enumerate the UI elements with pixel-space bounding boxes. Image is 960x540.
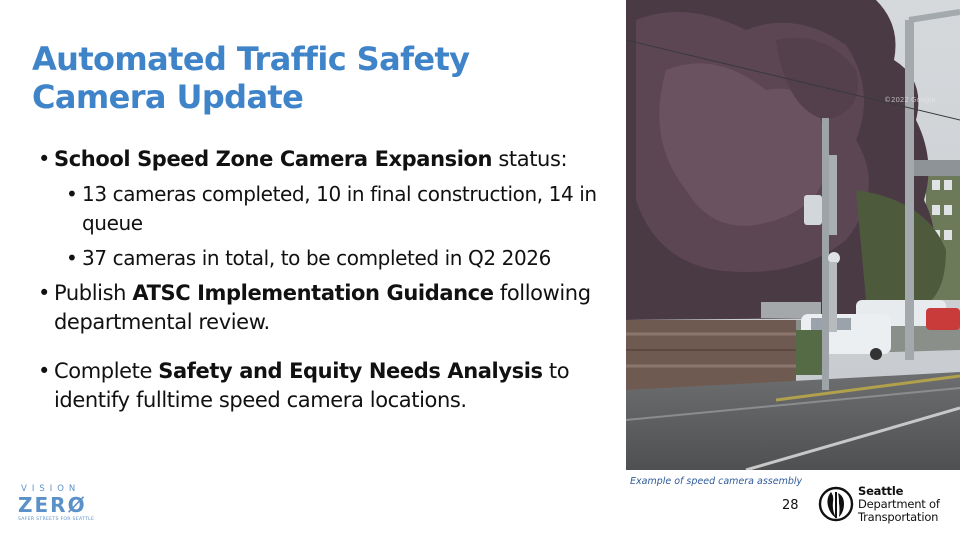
bullet-text: following departmental review. [54, 281, 591, 334]
sdot-line-1: Seattle [858, 484, 904, 498]
bullet-list [38, 145, 598, 415]
vision-zero-top: VISION [21, 484, 81, 494]
bullet-needs-analysis [38, 357, 598, 415]
bullet-text: status: [492, 147, 568, 171]
photo-watermark: ©2022 Google [884, 96, 936, 104]
title-line-1: Automated Traffic Safety [32, 40, 470, 78]
sdot-logo [818, 484, 948, 528]
vision-zero-tagline: SAFER STREETS FOR SEATTLE [18, 517, 95, 522]
photo-illustration [626, 0, 960, 470]
bullet-bold-text: Safety and Equity Needs Analysis [158, 359, 543, 383]
vision-zero-logo [18, 484, 98, 528]
sdot-text [858, 485, 940, 524]
bullet-text: Publish [54, 281, 133, 305]
photo-caption: Example of speed camera assembly [630, 476, 803, 487]
sdot-line-3: Transportation [858, 510, 939, 524]
bullet-publish-guidance [38, 279, 598, 337]
bullet-bold-text: ATSC Implementation Guidance [132, 281, 494, 305]
subbullet-cameras-completed [66, 180, 598, 238]
bullet-bold-text: School Speed Zone Camera Expansion [54, 147, 493, 171]
subbullet-cameras-total [66, 244, 598, 273]
bullet-text: to identify fulltime speed camera locations. [54, 359, 570, 412]
subbullet-text: 37 cameras in total, to be completed in Q2 2026 [82, 246, 551, 270]
speed-camera-photo [626, 0, 960, 470]
bullet-text: Complete [54, 359, 159, 383]
slide-title [32, 40, 592, 116]
subbullet-text: 13 cameras completed, 10 in final construction, 14 in queue [82, 182, 597, 235]
bullet-camera-expansion [38, 145, 598, 174]
vision-zero-mid: ZERØ [18, 493, 87, 517]
title-line-2: Camera Update [32, 78, 304, 116]
page-number: 28 [782, 498, 799, 513]
seattle-seal-icon [818, 484, 854, 524]
sdot-line-2: Department of [858, 497, 940, 511]
